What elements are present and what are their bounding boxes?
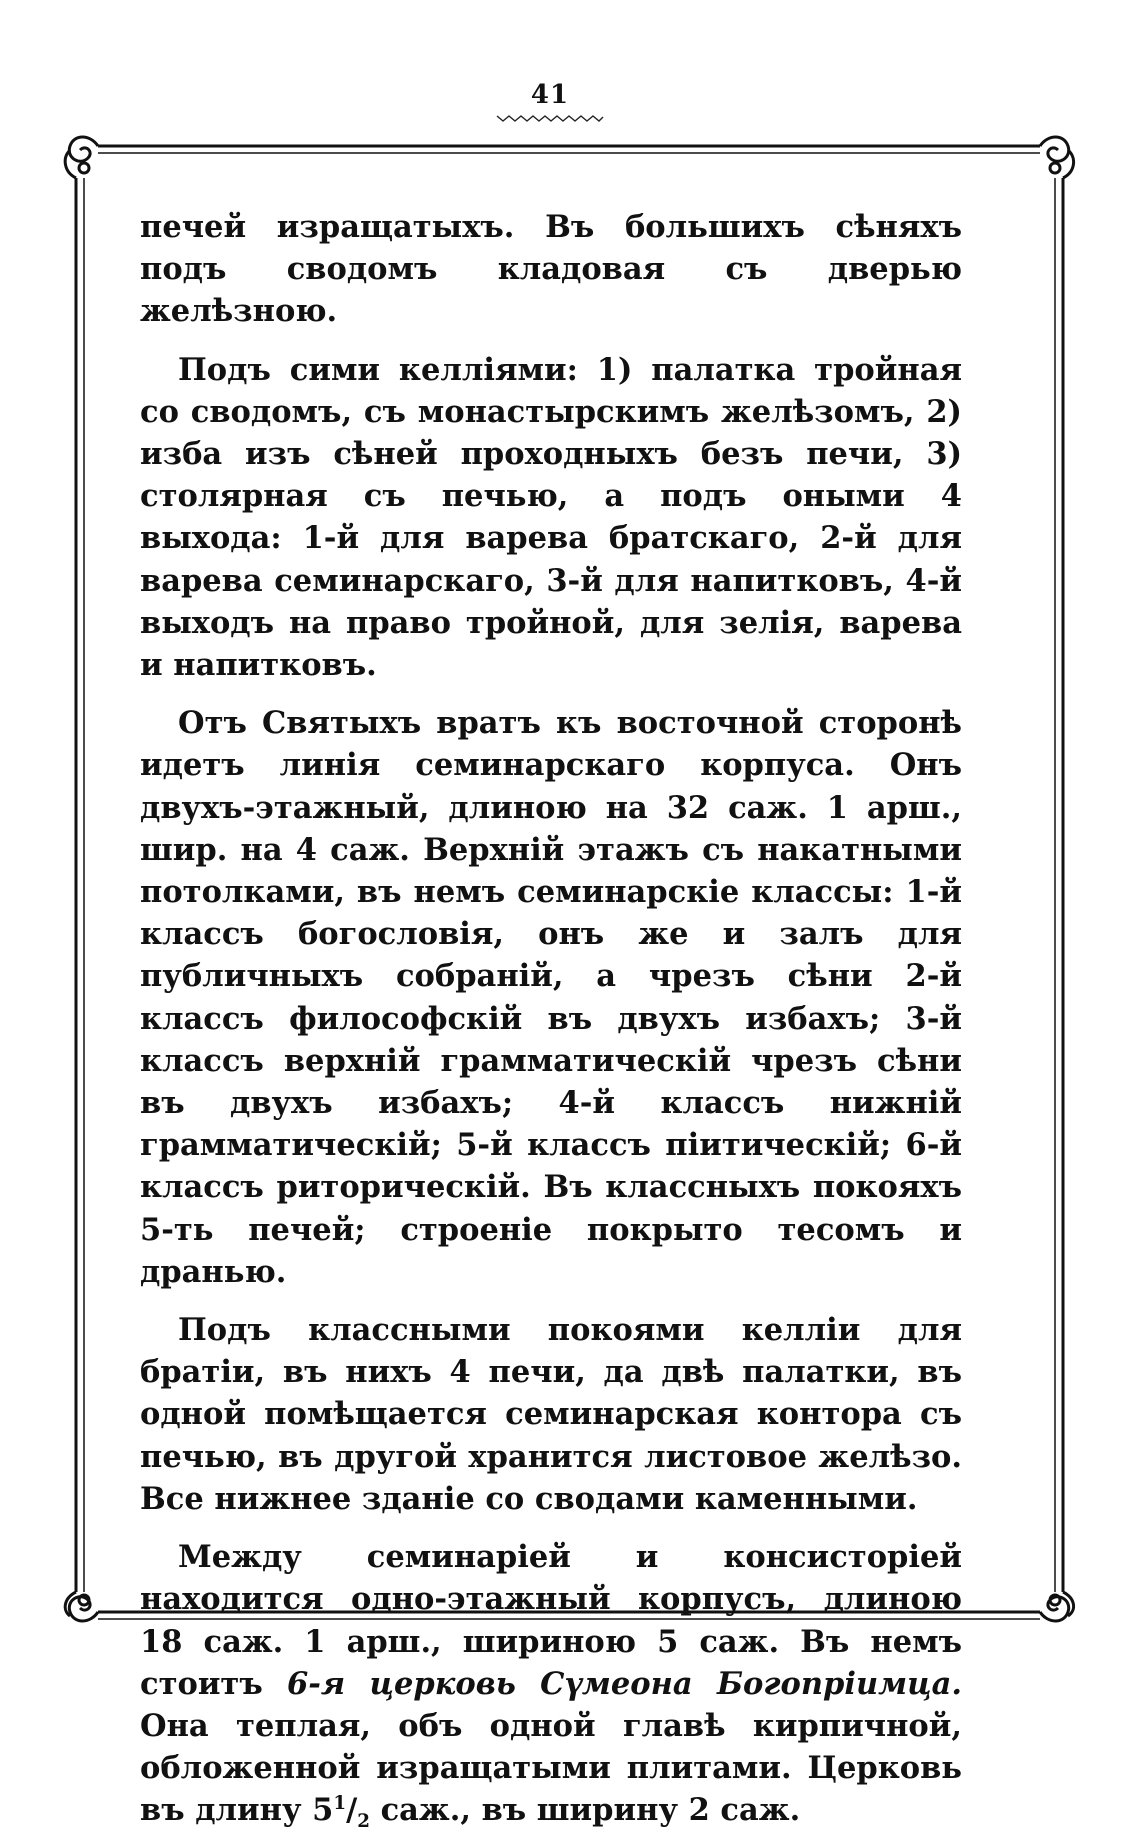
paragraph-1-continuation: печей изращатыхъ. Въ большихъ сѣняхъ подъ сводомъ кладовая съ дверью желѣзною. <box>140 209 962 330</box>
paragraph-5-middle: Она теплая, объ одной главѣ кирпичной, обложенной изращатыми плитами. Церковь въ длину 5 <box>140 1707 962 1829</box>
paragraph-2: Подъ сими келліями: 1) палатка тройная со сводомъ, съ монастырскимъ желѣзомъ, 2) изба изъ сѣней проходныхъ безъ печи, 3) столярная съ печью, а подъ оными 4 выхода: 1-й для варева братскаго, 2-й для варева семинарскаго, 3-й для напитковъ, 4-й выходъ на право тройной, для зелія, варева и напитковъ. <box>140 351 962 684</box>
paragraph-5-start: Между семинаріей и консисторіей находится одно-этажный корпусъ, длиною 18 саж. 1 арш., шириною 5 саж. Въ немъ стоитъ <box>140 1539 962 1702</box>
paragraph-4: Подъ классными покоями келліи для братіи, въ нихъ 4 печи, да двѣ палатки, въ одной помѣщается семинарская контора съ печью, въ другой хранится листовое желѣзо. Все нижнее зданіе со сводами каменными. <box>140 1312 962 1517</box>
frame-corner-ornament-bottom-left <box>65 1592 98 1621</box>
church-name-italic: 6-я церковь Сүмеона Богопріимца. <box>287 1665 962 1702</box>
fraction-denominator: 2 <box>357 1811 370 1832</box>
frame-corner-ornament-bottom-right <box>1040 1592 1074 1621</box>
page-number-wavy-underline <box>495 112 605 124</box>
fraction-numerator: 1 <box>333 1793 347 1815</box>
page-number: 41 <box>530 80 570 110</box>
frame-corner-ornament-top-left <box>65 137 98 178</box>
paragraph-5-end: саж., въ ширину 2 саж. <box>369 1792 801 1829</box>
frame-corner-ornament-top-right <box>1040 137 1074 178</box>
fraction-slash: / <box>346 1792 358 1829</box>
paragraph-5 <box>140 1536 962 1831</box>
paragraph-3: Отъ Святыхъ вратъ къ восточной сторонѣ идетъ линія семинарскаго корпуса. Онъ двухъ-этажный, длиною на 32 саж. 1 арш., шир. на 4 саж. Верхній этажъ съ накатными потолками, въ немъ семинарскіе классы: 1-й классъ богословія, онъ же и залъ для публичныхъ собраній, а чрезъ сѣни 2-й классъ философскій въ двухъ избахъ; 3-й классъ верхній грамматическій чрезъ сѣни въ двухъ избахъ; 4-й классъ нижній грамматическій; 5-й классъ піитическій; 6-й классъ риторическій. Въ классныхъ покояхъ 5-ть печей; строеніе покрыто тесомъ и дранью. <box>140 705 962 1290</box>
body-text <box>140 206 962 1832</box>
